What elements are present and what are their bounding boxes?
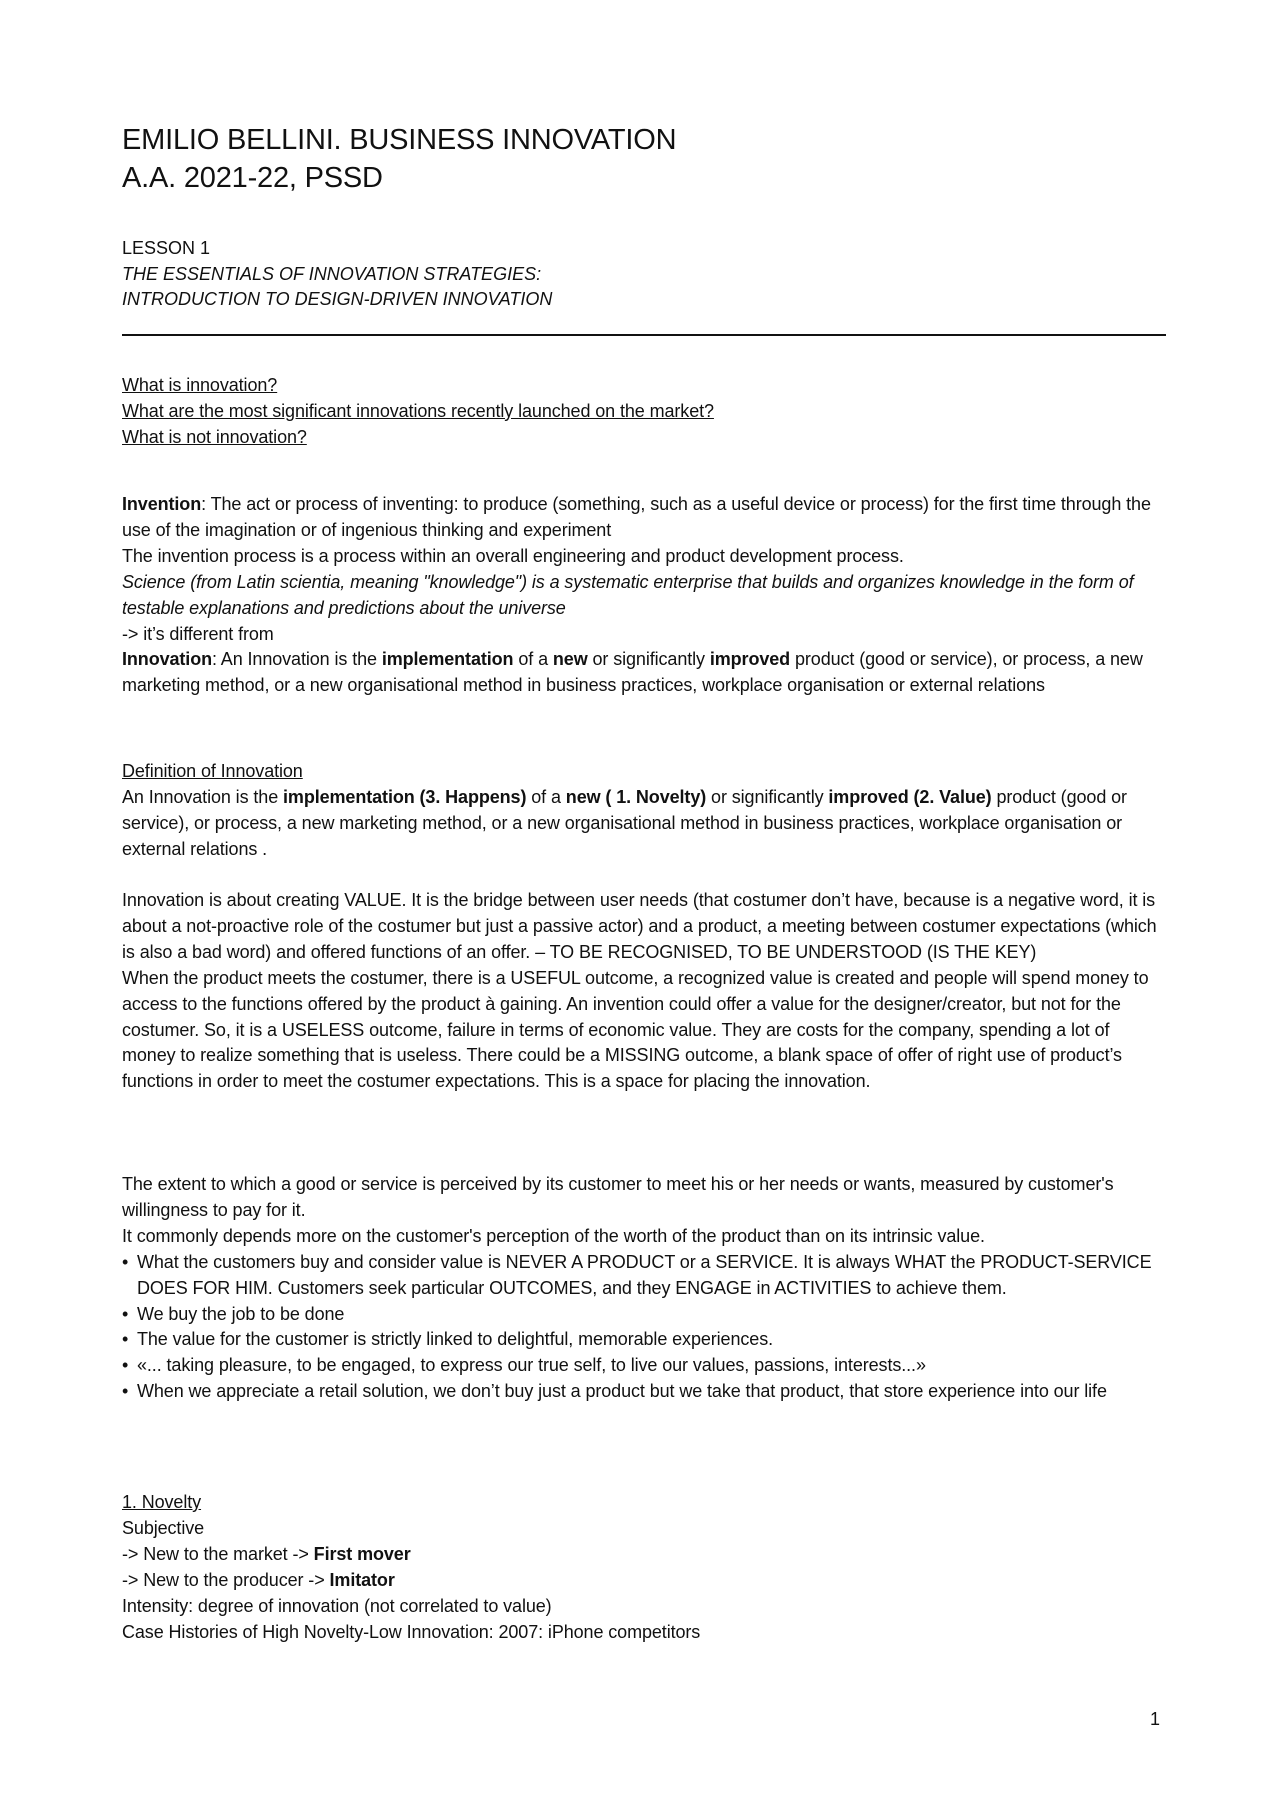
innovation-definition: Innovation: An Innovation is the implementation of a new or significantly improved product (good or service), or process, a new marketing method, or a new organisational method in business practices, workplace organisation or external relations <box>122 649 1143 696</box>
lesson-label: LESSON 1 <box>122 238 211 258</box>
document-title: EMILIO BELLINI. BUSINESS INNOVATION <box>122 124 677 156</box>
question: What are the most significant innovations recently launched on the market? <box>122 400 714 421</box>
novelty-intensity: Intensity: degree of innovation (not correlated to value) <box>122 1595 552 1616</box>
novelty-subjective: Subjective <box>122 1517 205 1538</box>
list-item: • The value for the customer is strictly linked to delightful, memorable experiences. <box>122 1327 1166 1353</box>
value-paragraph: When the product meets the costumer, there is a USEFUL outcome, a recognized value is created and people will spend money to access to the functions offered by the product à gaining. An invention could offer a value for the designer/creator, but not for the costumer. So, it is a USELESS outcome, failure in terms of economic value. They are costs for the company, spending a lot of money to realize something that is useless. There could be a MISSING outcome, a blank space of offer of right use of product’s functions in order to meet the costumer expectations. This is a space for placing the innovation. <box>122 967 1149 1092</box>
definition-heading: Definition of Innovation <box>122 761 303 781</box>
definition-text: An Innovation is the implementation (3. Happens) of a new ( 1. Novelty) or significantly improved (2. Value) product (good or service), or process, a new marketing method, or a new organisational method in business practices, workplace organisation or external relations . <box>122 786 1127 859</box>
value-paragraph: It commonly depends more on the customer's perception of the worth of the product than on its intrinsic value. <box>122 1225 985 1246</box>
lesson-title-line1: THE ESSENTIALS OF INNOVATION STRATEGIES: <box>122 263 542 284</box>
science-definition: Science (from Latin scientia, meaning "knowledge") is a systematic enterprise that builds and organizes knowledge in the form of testable explanations and predictions about the universe <box>122 571 1134 618</box>
questions-block <box>122 373 1166 451</box>
value-paragraph: The extent to which a good or service is perceived by its customer to meet his or her needs or wants, measured by customer's willingness to pay for it. <box>122 1174 1114 1220</box>
horizontal-divider <box>122 334 1166 336</box>
list-item: • «... taking pleasure, to be engaged, to express our true self, to live our values, passions, interests...» <box>122 1353 1166 1379</box>
invention-process: The invention process is a process within an overall engineering and product development process. <box>122 545 904 566</box>
novelty-case: Case Histories of High Novelty-Low Innovation: 2007: iPhone competitors <box>122 1621 701 1642</box>
definition-block <box>122 759 1166 863</box>
novelty-block <box>122 1490 1166 1645</box>
invention-innovation-block <box>122 492 1166 699</box>
list-item: • What the customers buy and consider value is NEVER A PRODUCT or a SERVICE. It is always WHAT the PRODUCT-SERVICE DOES FOR HIM. Customers seek particular OUTCOMES, and they ENGAGE in ACTIVITIES to achieve them. <box>122 1250 1166 1302</box>
list-item: • We buy the job to be done <box>122 1302 1166 1328</box>
value-paragraph: Innovation is about creating VALUE. It is the bridge between user needs (that costumer don’t have, because is a negative word, it is about a not-proactive role of the costumer but just a passive actor) and a product, a meeting between costumer expectations (which is also a bad word) and offered functions of an offer. – TO BE RECOGNISED, TO BE UNDERSTOOD (IS THE KEY) <box>122 890 1157 962</box>
question: What is not innovation? <box>122 426 307 447</box>
customer-value-block <box>122 1172 1166 1405</box>
page-number: 1 <box>1150 1709 1161 1729</box>
document-subtitle: A.A. 2021-22, PSSD <box>122 162 383 194</box>
question: What is innovation? <box>122 375 278 395</box>
novelty-market: -> New to the market -> First mover <box>122 1543 411 1564</box>
list-item: • When we appreciate a retail solution, we don’t buy just a product but we take that product, that store experience into our life <box>122 1379 1166 1405</box>
innovation-term: Innovation <box>122 649 212 670</box>
invention-term: Invention <box>122 494 202 514</box>
different-from: -> it’s different from <box>122 623 274 644</box>
novelty-producer: -> New to the producer -> Imitator <box>122 1569 395 1590</box>
lesson-header <box>122 236 552 313</box>
invention-definition: Invention: The act or process of inventing: to produce (something, such as a useful device or process) for the first time through the use of the imagination or of ingenious thinking and experiment <box>122 494 1151 540</box>
novelty-heading: 1. Novelty <box>122 1492 202 1512</box>
bullet-list <box>122 1250 1166 1405</box>
lesson-title-line2: INTRODUCTION TO DESIGN-DRIVEN INNOVATION <box>122 289 553 309</box>
value-block <box>122 888 1166 1095</box>
